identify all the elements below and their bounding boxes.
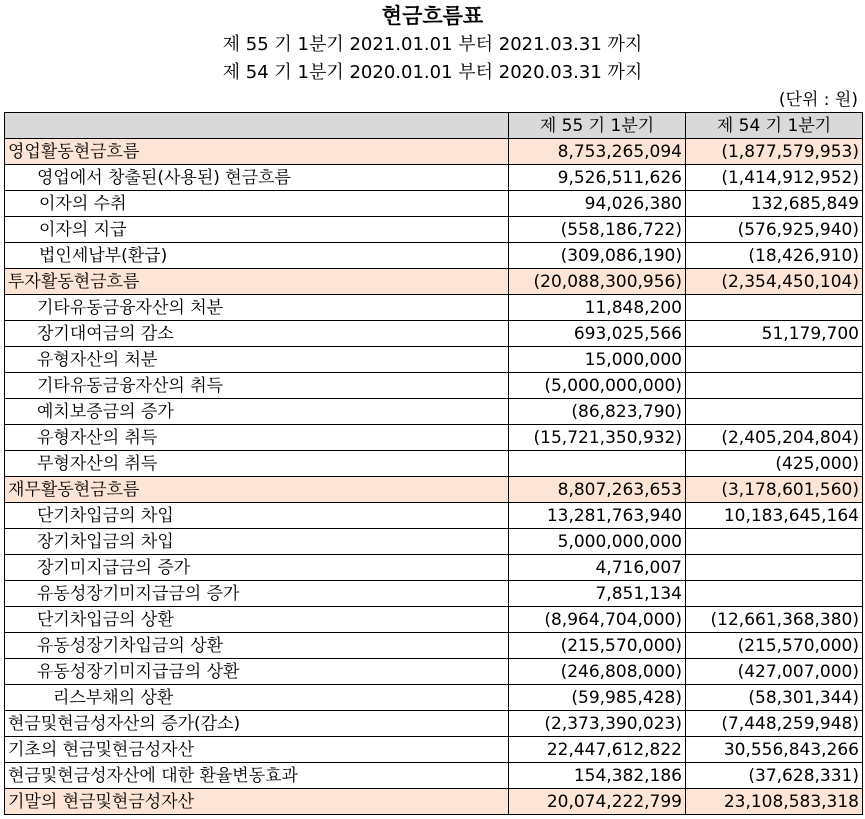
row-label: 기타유동금융자산의 처분 — [5, 295, 509, 321]
prior-period-value: (3,178,601,560) — [686, 477, 863, 503]
current-period-value: 7,851,134 — [509, 581, 686, 607]
table-row — [5, 477, 863, 503]
row-label: 이자의 수취 — [5, 191, 509, 217]
prior-period-value: (1,877,579,953) — [686, 139, 863, 165]
current-period-value: (2,373,390,023) — [509, 711, 686, 737]
current-period-value: 20,074,222,799 — [509, 789, 686, 815]
row-label: 유동성장기차입금의 상환 — [5, 633, 509, 659]
prior-period-value — [686, 347, 863, 373]
table-row — [5, 139, 863, 165]
row-label: 장기미지급금의 증가 — [5, 555, 509, 581]
table-row — [5, 217, 863, 243]
current-period-value: (86,823,790) — [509, 399, 686, 425]
prior-period-value: 30,556,843,266 — [686, 737, 863, 763]
row-label: 기타유동금융자산의 취득 — [5, 373, 509, 399]
table-row — [5, 581, 863, 607]
current-period-value: (15,721,350,932) — [509, 425, 686, 451]
current-period-value: 9,526,511,626 — [509, 165, 686, 191]
current-period-value: (59,985,428) — [509, 685, 686, 711]
prior-period-value: 51,179,700 — [686, 321, 863, 347]
current-period-value: (20,088,300,956) — [509, 269, 686, 295]
prior-period-value: 23,108,583,318 — [686, 789, 863, 815]
table-row — [5, 321, 863, 347]
prior-period-value: (12,661,368,380) — [686, 607, 863, 633]
current-period-value: (215,570,000) — [509, 633, 686, 659]
table-row — [5, 789, 863, 815]
prior-period-value: (58,301,344) — [686, 685, 863, 711]
row-label: 장기차입금의 차입 — [5, 529, 509, 555]
prior-period-value: (215,570,000) — [686, 633, 863, 659]
table-header-row — [5, 113, 863, 139]
row-label: 단기차입금의 차입 — [5, 503, 509, 529]
current-period-value: 8,753,265,094 — [509, 139, 686, 165]
header-current-period: 제 55 기 1분기 — [509, 113, 686, 139]
row-label: 장기대여금의 감소 — [5, 321, 509, 347]
current-period-value: 11,848,200 — [509, 295, 686, 321]
row-label: 영업활동현금흐름 — [5, 139, 509, 165]
prior-period-value: (37,628,331) — [686, 763, 863, 789]
prior-period-value: 10,183,645,164 — [686, 503, 863, 529]
prior-period-value: (427,007,000) — [686, 659, 863, 685]
current-period-value: 13,281,763,940 — [509, 503, 686, 529]
prior-period-value — [686, 373, 863, 399]
cash-flow-table — [4, 112, 863, 815]
prior-period-value: (18,426,910) — [686, 243, 863, 269]
table-row — [5, 633, 863, 659]
prior-period-value: (2,354,450,104) — [686, 269, 863, 295]
current-period-value — [509, 451, 686, 477]
current-period-value: (8,964,704,000) — [509, 607, 686, 633]
current-period-value: 8,807,263,653 — [509, 477, 686, 503]
table-row — [5, 685, 863, 711]
table-row — [5, 373, 863, 399]
header-prior-period: 제 54 기 1분기 — [686, 113, 863, 139]
table-row — [5, 425, 863, 451]
prior-period-value — [686, 581, 863, 607]
period-current: 제 55 기 1분기 2021.01.01 부터 2021.03.31 까지 — [222, 34, 643, 55]
table-row — [5, 399, 863, 425]
current-period-value: 94,026,380 — [509, 191, 686, 217]
table-row — [5, 269, 863, 295]
current-period-value: 22,447,612,822 — [509, 737, 686, 763]
row-label: 리스부채의 상환 — [5, 685, 509, 711]
table-row — [5, 711, 863, 737]
prior-period-value — [686, 529, 863, 555]
current-period-value: 5,000,000,000 — [509, 529, 686, 555]
row-label: 이자의 지급 — [5, 217, 509, 243]
table-row — [5, 529, 863, 555]
table-row — [5, 165, 863, 191]
current-period-value: (5,000,000,000) — [509, 373, 686, 399]
current-period-value: (558,186,722) — [509, 217, 686, 243]
row-label: 현금및현금성자산의 증가(감소) — [5, 711, 509, 737]
row-label: 투자활동현금흐름 — [5, 269, 509, 295]
prior-period-value: (425,000) — [686, 451, 863, 477]
table-row — [5, 191, 863, 217]
prior-period-value: (7,448,259,948) — [686, 711, 863, 737]
prior-period-value: (1,414,912,952) — [686, 165, 863, 191]
current-period-value: 15,000,000 — [509, 347, 686, 373]
row-label: 단기차입금의 상환 — [5, 607, 509, 633]
row-label: 무형자산의 취득 — [5, 451, 509, 477]
row-label: 기말의 현금및현금성자산 — [5, 789, 509, 815]
table-body — [5, 139, 863, 815]
row-label: 영업에서 창출된(사용된) 현금흐름 — [5, 165, 509, 191]
row-label: 법인세납부(환급) — [5, 243, 509, 269]
prior-period-value — [686, 295, 863, 321]
prior-period-value — [686, 399, 863, 425]
table-row — [5, 347, 863, 373]
prior-period-value: (576,925,940) — [686, 217, 863, 243]
header-label-cell — [5, 113, 509, 139]
table-row — [5, 659, 863, 685]
row-label: 유동성장기미지급금의 상환 — [5, 659, 509, 685]
row-label: 기초의 현금및현금성자산 — [5, 737, 509, 763]
row-label: 유형자산의 처분 — [5, 347, 509, 373]
unit-label: (단위 : 원) — [778, 90, 858, 110]
table-row — [5, 763, 863, 789]
current-period-value: 693,025,566 — [509, 321, 686, 347]
row-label: 예치보증금의 증가 — [5, 399, 509, 425]
current-period-value: 154,382,186 — [509, 763, 686, 789]
table-row — [5, 737, 863, 763]
prior-period-value: 132,685,849 — [686, 191, 863, 217]
table-row — [5, 555, 863, 581]
row-label: 유동성장기미지급금의 증가 — [5, 581, 509, 607]
current-period-value: (246,808,000) — [509, 659, 686, 685]
table-row — [5, 451, 863, 477]
row-label: 재무활동현금흐름 — [5, 477, 509, 503]
table-row — [5, 503, 863, 529]
row-label: 현금및현금성자산에 대한 환율변동효과 — [5, 763, 509, 789]
period-prior: 제 54 기 1분기 2020.01.01 부터 2020.03.31 까지 — [222, 62, 643, 83]
prior-period-value: (2,405,204,804) — [686, 425, 863, 451]
current-period-value: (309,086,190) — [509, 243, 686, 269]
row-label: 유형자산의 취득 — [5, 425, 509, 451]
prior-period-value — [686, 555, 863, 581]
table-row — [5, 243, 863, 269]
table-row — [5, 295, 863, 321]
table-row — [5, 607, 863, 633]
statement-title: 현금흐름표 — [381, 4, 484, 28]
current-period-value: 4,716,007 — [509, 555, 686, 581]
